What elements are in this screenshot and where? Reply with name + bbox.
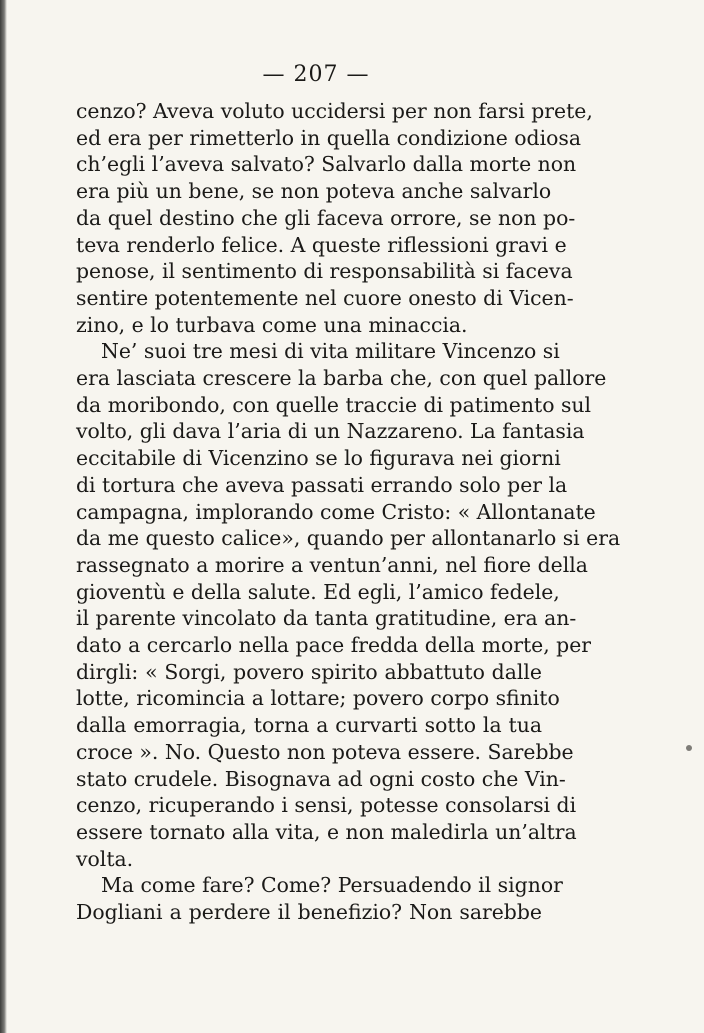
text-line: essere tornato alla vita, e non maledirla un’altra [76,819,577,844]
text-line: rassegnato a morire a ventun’anni, nel fiore della [76,552,588,577]
text-line: era più un bene, se non poteva anche salvarlo [76,179,552,204]
text-line: campagna, implorando come Cristo: « Allontanate [76,499,596,524]
text-line: Ma come fare? Come? Persuadendo il signor [101,873,563,898]
text-line: da me questo calice», quando per allontanarlo si era [76,526,621,551]
page-number: — 207 — [262,62,370,87]
binding-edge [0,0,7,1033]
paragraph [76,98,593,338]
text-line: era lasciata crescere la barba che, con quel pallore [76,366,607,391]
text-line: volta. [76,846,134,871]
text-line: teva renderlo felice. A queste riflessioni gravi e [76,232,567,257]
text-line: dato a cercarlo nella pace fredda della morte, per [76,633,592,658]
text-line: Ne’ suoi tre mesi di vita militare Vincenzo si [101,339,560,364]
paper-speck [686,745,692,751]
text-line: dalla emorragia, torna a curvarti sotto la tua [76,713,542,738]
text-line: Dogliani a perdere il benefizio? Non sarebbe [76,900,542,925]
text-line: stato crudele. Bisognava ad ogni costo che Vin- [76,766,566,791]
text-line: sentire potentemente nel cuore onesto di Vicen- [76,285,574,310]
text-line: eccitabile di Vicenzino se lo figurava nei giorni [76,446,561,471]
text-line: cenzo? Aveva voluto uccidersi per non farsi prete, [76,99,593,123]
text-line: penose, il sentimento di responsabilità si faceva [76,259,573,284]
text-line: zino, e lo turbava come una minaccia. [76,312,468,337]
body-text [76,98,621,926]
text-line: di tortura che aveva passati errando solo per la [76,472,568,497]
text-line: volto, gli dava l’aria di un Nazzareno. La fantasia [76,419,585,444]
text-line: ch’egli l’aveva salvato? Salvarlo dalla morte non [76,152,577,177]
paragraph [76,872,563,925]
text-line: ed era per rimetterlo in quella condizione odiosa [76,125,581,150]
text-line: croce ». No. Questo non poteva essere. Sarebbe [76,739,574,764]
paragraph [76,338,621,872]
text-line: gioventù e della salute. Ed egli, l’amico fedele, [76,579,560,604]
text-line: il parente vincolato da tanta gratitudine, era an- [76,606,577,631]
text-line: dirgli: « Sorgi, povero spirito abbattuto dalle [76,659,542,684]
text-line: lotte, ricomincia a lottare; povero corpo sfinito [76,686,560,711]
text-line: cenzo, ricuperando i sensi, potesse consolarsi di [76,793,577,818]
text-line: da quel destino che gli faceva orrore, se non po- [76,205,576,230]
text-line: da moribondo, con quelle traccie di patimento sul [76,392,592,417]
